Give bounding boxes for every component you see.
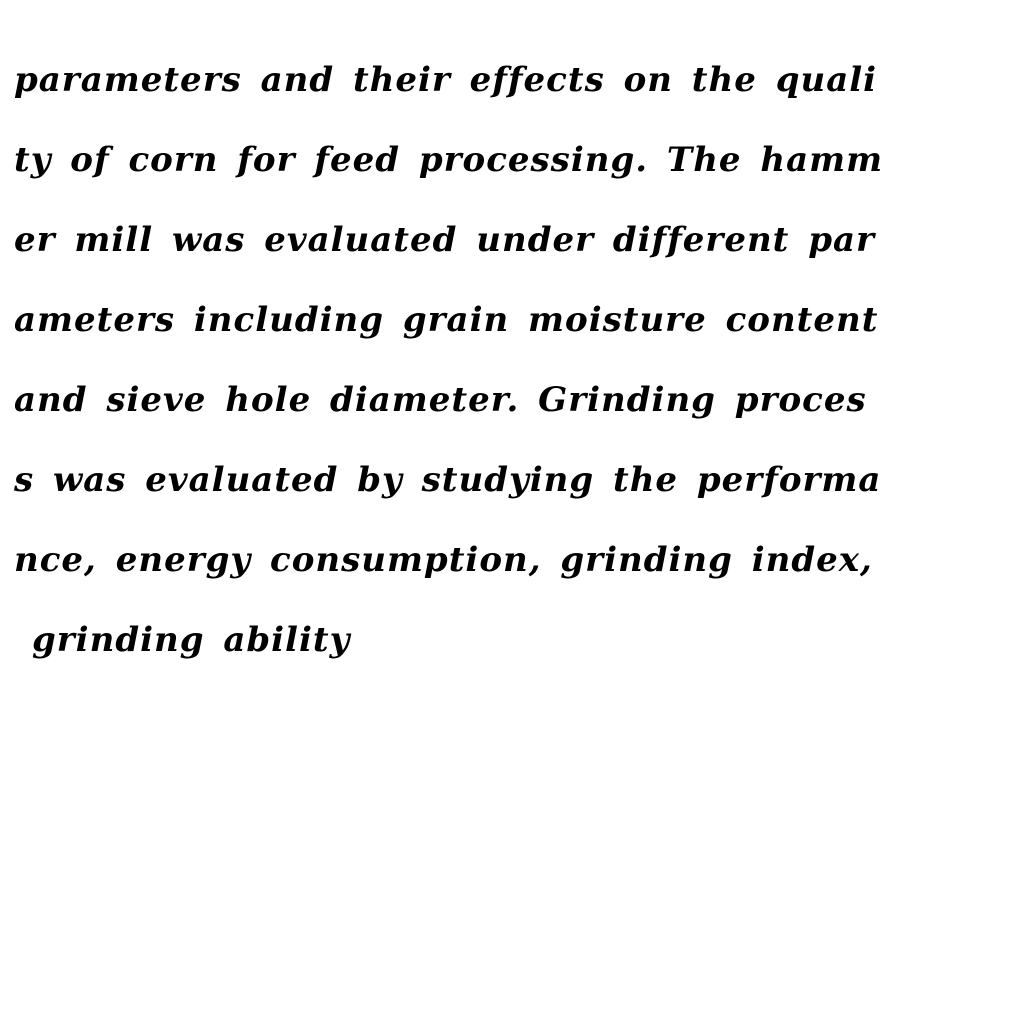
handwritten-text-block (14, 40, 994, 680)
text-line-2: ty of corn for feed processing. The hamm (14, 140, 884, 180)
text-line-7: nce, energy consumption, grinding index, (14, 540, 873, 580)
text-line-4: ameters including grain moisture content (14, 300, 879, 340)
text-line-5: and sieve hole diameter. Grinding proces (14, 380, 867, 420)
text-line-8: grinding ability (32, 620, 351, 660)
text-line-1: parameters and their effects on the quali (14, 60, 878, 100)
text-line-3: er mill was evaluated under different par (14, 220, 875, 260)
text-line-6: s was evaluated by studying the performa (14, 460, 882, 500)
